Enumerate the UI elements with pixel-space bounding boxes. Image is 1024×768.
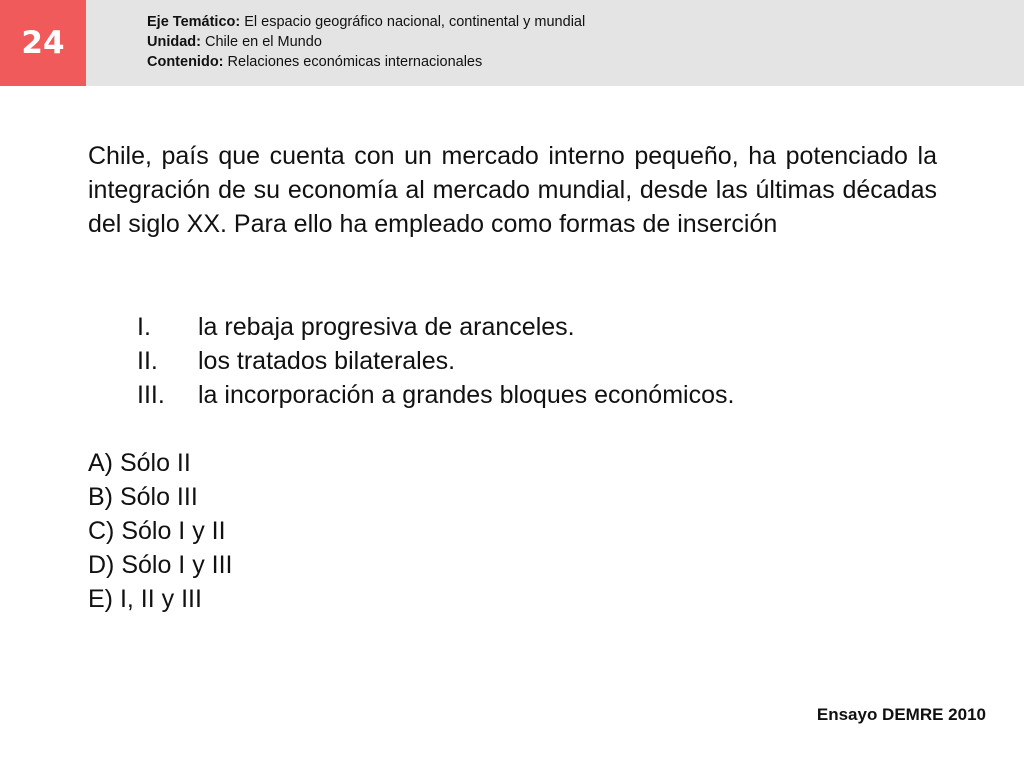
meta-unidad [147,32,585,52]
answer-option-c[interactable]: C) Sólo I y II [88,517,226,545]
statement-text: la incorporación a grandes bloques económicos. [198,381,735,409]
meta-key: Contenido: [147,54,224,70]
statement-number: II. [137,347,158,375]
meta-contenido [147,52,585,72]
statement-text: la rebaja progresiva de aranceles. [198,313,575,341]
header-meta [147,12,585,72]
meta-value: Chile en el Mundo [205,34,322,50]
meta-value: Relaciones económicas internacionales [227,54,483,70]
meta-key: Unidad: [147,34,201,50]
question-stem: Chile, país que cuenta con un mercado interno pequeño, ha potenciado la integración de su economía al mercado mundial, desde las últimas décadas del siglo XX. Para ello ha empleado como formas de inserción [88,142,937,238]
statement-list [88,310,734,412]
answer-option-a[interactable]: A) Sólo II [88,449,191,477]
statement-item [88,378,734,412]
statement-number: III. [137,381,165,409]
meta-value: El espacio geográfico nacional, continental y mundial [244,14,586,30]
statement-number: I. [137,313,151,341]
statement-text: los tratados bilaterales. [198,347,456,375]
meta-key: Eje Temático: [147,14,241,30]
question-number-badge: 24 [0,0,86,86]
answer-option-e[interactable]: E) I, II y III [88,585,202,613]
source-label: Ensayo DEMRE 2010 [816,705,986,724]
header-bar [0,0,1024,86]
meta-eje-tematico [147,12,585,32]
answer-option-b[interactable]: B) Sólo III [88,483,198,511]
answer-options [88,446,232,616]
answer-option-d[interactable]: D) Sólo I y III [88,551,233,579]
statement-item [88,310,734,344]
statement-item [88,344,734,378]
